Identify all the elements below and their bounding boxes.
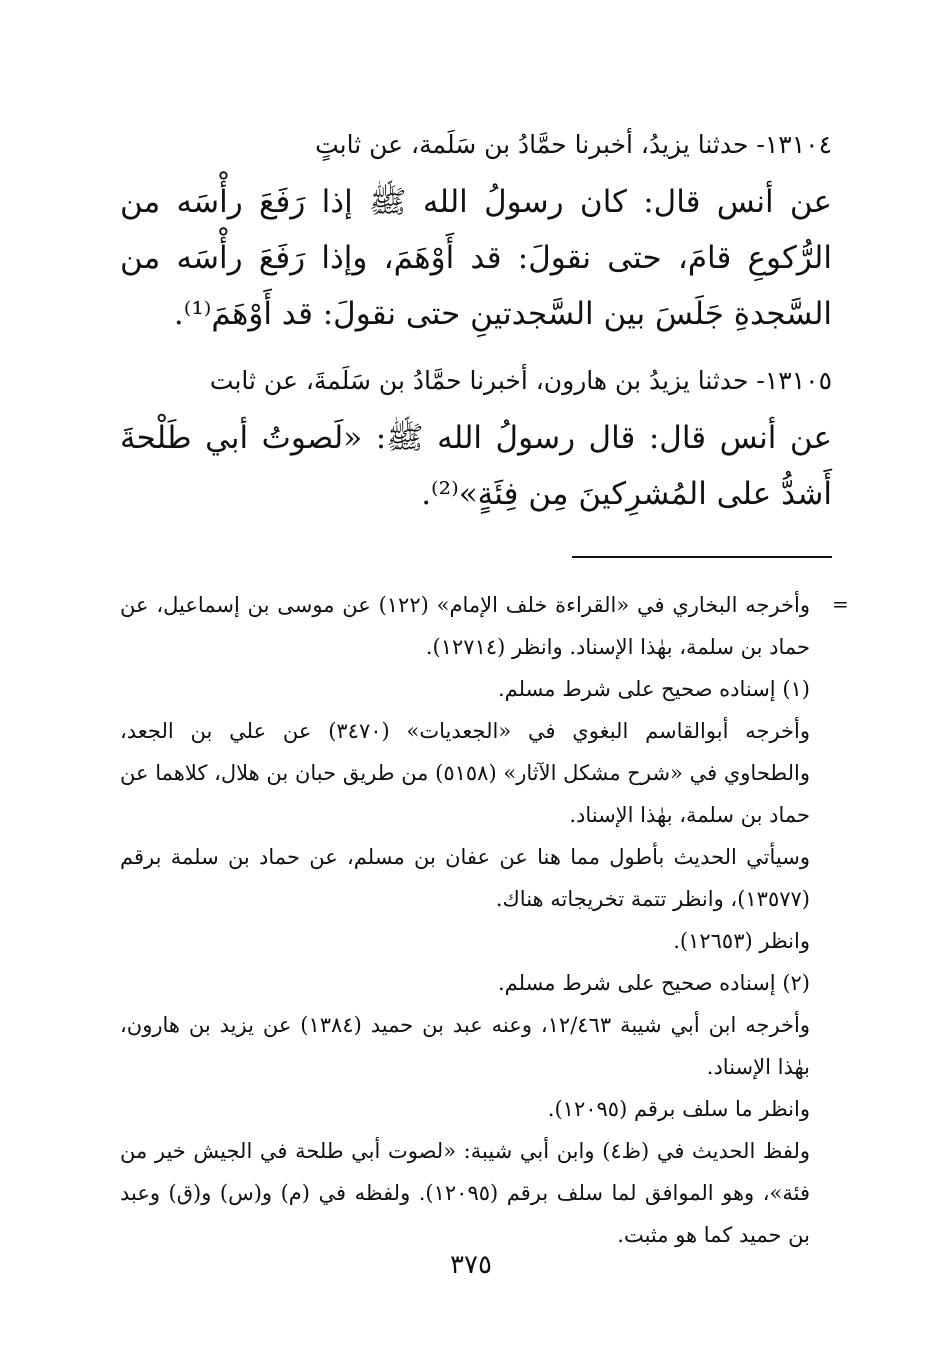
footnote-paragraph: وسيأتي الحديث بأطول مما هنا عن عفان بن مسلم، عن حماد بن سلمة برقم (١٣٥٧٧)، وانظر تتمة تخريجاته هناك. <box>120 845 810 911</box>
footnotes <box>120 584 832 1256</box>
footnote-separator <box>572 556 832 558</box>
footnote-paragraph: وانظر (١٢٦٥٣). <box>673 929 810 953</box>
hadith-13105 <box>120 362 832 522</box>
footnote-paragraph: وأخرجه البخاري في «القراءة خلف الإمام» (١٢٢) عن موسى بن إسماعيل، عن حماد بن سلمة، بهٰذا الإسناد. وانظر (١٢٧١٤). <box>120 593 810 659</box>
page-number: ٣٧٥ <box>450 1250 492 1280</box>
footnote-paragraph: ولفظ الحديث في (ظ٤) وابن أبي شيبة: «لصوت أبي طلحة في الجيش خير من فئة»، وهو الموافق لما سلف برقم (١٢٠٩٥). ولفظه في (م) و(س) و(ق) وعبد بن حميد كما هو مثبت. <box>120 1139 811 1247</box>
footnote-1-heading: (١) إسناده صحيح على شرط مسلم. <box>497 677 810 701</box>
hadith-13104 <box>120 126 832 342</box>
footnote-2-heading: (٢) إسناده صحيح على شرط مسلم. <box>497 971 810 995</box>
footnote-paragraph: وانظر ما سلف برقم (١٢٠٩٥). <box>547 1097 810 1121</box>
hadith-13104-isnad: ١٣١٠٤- حدثنا يزيدُ، أخبرنا حمَّادُ بن سَلَمة، عن ثابتٍ <box>315 130 832 159</box>
hadith-13105-text: عن أنس قال: قال رسولُ الله ﷺ: «لَصوتُ أبي طَلْحةَ أَشدُّ على المُشرِكينَ مِن فِئَةٍ»⁽²⁾. <box>120 420 832 512</box>
hadith-13105-isnad: ١٣١٠٥- حدثنا يزيدُ بن هارون، أخبرنا حمَّادُ بن سَلَمةَ، عن ثابت <box>209 366 832 395</box>
footnote-paragraph: وأخرجه أبوالقاسم البغوي في «الجعديات» (٣٤٧٠) عن علي بن الجعد، والطحاوي في «شرح مشكل الآثار» (٥١٥٨) من طريق حبان بن هلال، كلاهما عن حماد بن سلمة، بهٰذا الإسناد. <box>120 719 810 827</box>
hadith-13104-text: عن أنس قال: كان رسولُ الله ﷺ إذا رَفَعَ رأْسَه من الرُّكوعِ قامَ، حتى نقولَ: قد أَوْهَمَ، وإذا رَفَعَ رأْسَه من السَّجدةِ جَلَسَ بين السَّجدتينِ حتى نقولَ: قد أَوْهَمَ⁽¹⁾. <box>120 184 832 332</box>
footnote-continuation-mark: = <box>832 592 849 616</box>
footnote-paragraph: وأخرجه ابن أبي شيبة ١٢/٤٦٣، وعنه عبد بن حميد (١٣٨٤) عن يزيد بن هارون، بهٰذا الإسناد. <box>120 1013 810 1079</box>
